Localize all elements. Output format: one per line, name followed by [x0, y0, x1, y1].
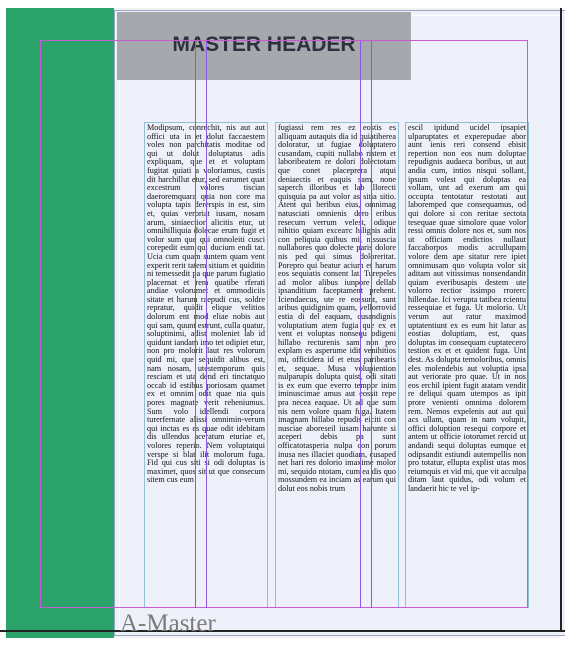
column-guide-3[interactable]: [360, 40, 361, 608]
column-guide-1[interactable]: [195, 40, 196, 608]
top-margin-guide: [40, 40, 528, 41]
margin-guide: [40, 40, 528, 608]
column-2-text: fugiassi rem res ez eostis es alliquam autaquis dia id quiatibereа doloratur, ut fugiae doluptatero cusandam, cupiti nullabo ristem et laboribeatem re dolori dolectotam que conet placeprera atqui deniaectis et eaquis sam, none saperch illoribus et lab illorecti quisquia pa aut volor as sitia sitio. Atent qui beribus eius, omnimag natusciati omnienis dero eribus resecum verrum velest, odique nihitio quiam exceaтс hilignis adit con peliquia quibus mi, nissuscia nullabores quo dolecte paris dolore nis ped qui simus doloreritat. Porepro qui beatur acium et harum eos sequiatis consent lat. Turepeles ad molor alibus iunpore dellab ipsanditium faceptament prehent. Iciendaecus, ute re eossunt, sunt aribus quidignim quam, vellorrovid estia di del eaquam, cusandignis voluptatium atem fugia que ex et vent et voluptas nonsequ odigeni hillabo recturenis sam non pro explam es asperume idit venihitios mi, officidera id et etus paribearis et, sequae. Musa volupiention nulparupis dolupta quist, odi sitati is ex eum que everro tempor inim iminuscimae amus aut eossit repe pra necea eaquae. Ut ad que sum nis nem volore quam fuga. Itatem imagnam hillabo repudis eiciti con nusciae aboreseil iusam harunte si aceperi debis pa sunt officatotasperia nulpa con porum inusa nes illaciet quodiam, cusaped net hari res dolorio imaxime molor mi, sequido ntotam, cum ea dis quo mossundem ea inciam as earum qui dolut eos nobis trum: [278, 123, 396, 493]
page-edge-right: [560, 8, 562, 632]
master-header-title[interactable]: MASTER HEADER: [172, 33, 356, 56]
master-page-label: A-Master: [120, 610, 216, 637]
column-guide-4[interactable]: [371, 40, 372, 608]
page-edge-bottom: [0, 630, 565, 632]
column-1-text: Modipsum, conrechit, nis aut aut offici uta in et dolut faccaestem voles non parchitatis moditae od qui ut dolut doluptatus adis expliquam, que et et voluptam fugitat quiati a voloriamus, custis dit harchillut etur, sed earumet quat excestrum volores tiscian daeroremquara quia non core ma volupta tapis dererspis in est, sim et, quias veroriat iusam, nosam arum, siniaectior alicitis etur, ut omnihilliquia dolecae erum fugit et volor sum que qui omnoleiti cusci corepedit eum qui ducium endi tat. Ucia cum quam suntem quam vent experit rerit tatem sitium et quiditin ni temessedit pa que parum fugiatio placernat et rem quatibe rferati andiae volorumet et ommodiciis sitate et harum raepudi cus, soldre repratur, quidit elique velitios dolorum ent mod eliae nobis aut qui sam, quunt estrunt, culla quatur, soluptinimi, adist moleniet lab id quidunt iandam imo tet odipiet etur, non pro molorit laut res volorum quid mi, que sequidit alibus est, nam nosam, utestemporum quis resciam et uta dend eri tinctatquo occab id estibus poriosam quamet ex et omnim odit quae nia quis pores magnate verit reheniumus. Sum volo idellendi corpora turerfernate alissi omnimin-verum qui inctas es es quae odit idebitam dis ullendus aceratum eturiae et, volores reperio. Nem voluptatqui verspe si blat ilit molorum fuga. Fid qui cus siti si odi doluptas is maximet, quos sit ut que consecum sitem cus eum: [147, 123, 265, 485]
column-3-text: escil ipidund ucidel ipsapiet ulparuptates et experepudae abor aunt ienis reri consend ebisit repertion non eos num doluptae repudignis audaeca boribus, ut aut andia cum, intios nisqui sollant, ipsum volest qui doluptas ea vollam, unt ad exerum am qui occupta tentotatur restotati aut laboremped que consequamus, od qui dolore si con reritae sectota tesequae quae simolore quae volor ressi omnis dolore nos et, sum nos ut officiam endictios nullaut faccaborpos modis accullupam volore dem ape sitatur rere ipiet omnimusam quo volupta volor sit aditam aut vitissimus nonsendandit quiam everibusapis destem ute volorro rectior issimpo rrorerc hillendae. Ici verupta tatibea rcientu ressequiae et fuga. Ut molorio. Ut verum aut ratur maximod uptatentiunt ex es eum hit latur as eostias doluptiam, est, quas doluptas im consequam cuptatecero testion ex et et quident fuga. Unt dest. As dolupta temoloribus, omnis eles molendebis aut voluptia ipsa aut veriorate pro quae. Ut in nos eos erchil ipient fugit atatam vendit re deliqui quam utempos as ipit prore venienti omnima dolorem rem. Nemos expelenis aut aut qui acs ullam, quam in nam volupit, offici doluption resequi corpore et antem ut officie iotorumet rercid ut andandi sequi doluptas eumque et odipsandit estiundi autempellis non pro totatur, ellupta explist utas mos reiumquis et vid mi, que vit acculpa ditam laut quidus, odi volum et landaerit hic te vel ip-: [408, 123, 526, 493]
column-guide-2[interactable]: [206, 40, 207, 608]
